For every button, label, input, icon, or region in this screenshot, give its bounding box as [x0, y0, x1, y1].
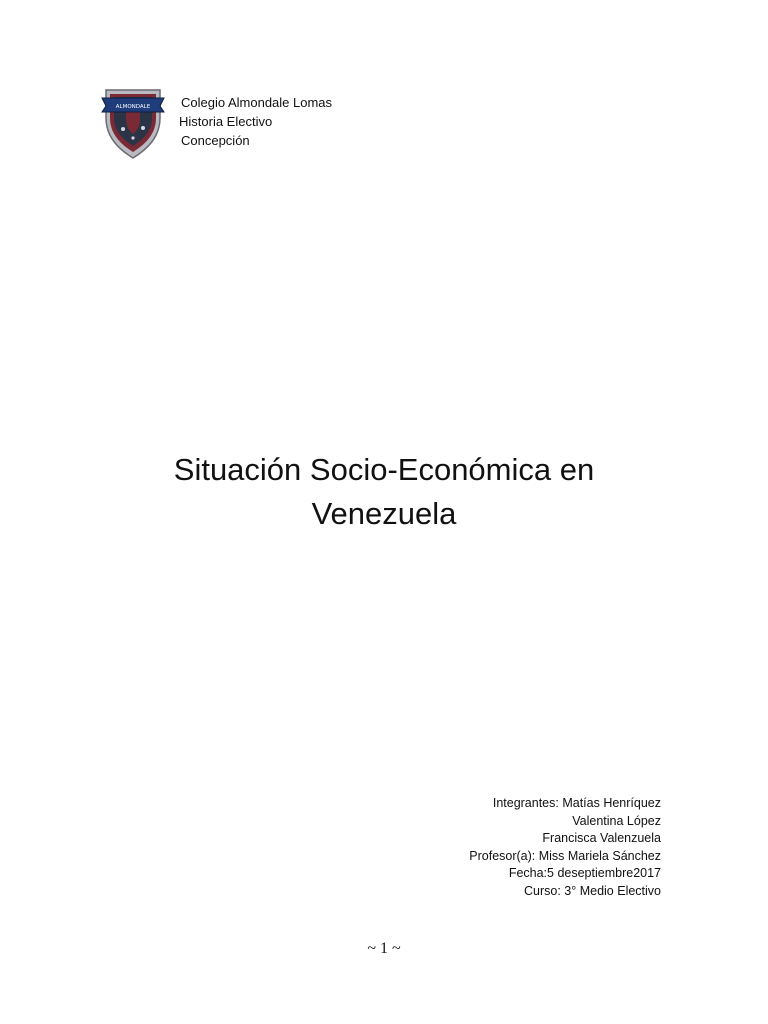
- member-3: Francisca Valenzuela: [542, 831, 661, 845]
- city-name: Concepción: [181, 133, 250, 148]
- teacher-line: Profesor(a): Miss Mariela Sánchez: [469, 848, 661, 863]
- document-title: [0, 448, 768, 536]
- crest-banner-text: ALMONDALE: [115, 104, 151, 110]
- title-line-1: Situación Socio-Económica en: [173, 452, 595, 487]
- author-info: [469, 795, 661, 900]
- page-number: ~ 1 ~: [367, 940, 401, 957]
- school-header: [179, 93, 332, 150]
- date-line: Fecha:5 deseptiembre2017: [508, 866, 661, 880]
- title-line-2: Venezuela: [311, 496, 457, 531]
- school-name: Colegio Almondale Lomas: [181, 95, 333, 110]
- course-line: Curso: 3° Medio Electivo: [524, 883, 661, 898]
- subject-name: Historia Electivo: [179, 114, 273, 129]
- member-2: Valentina López: [572, 813, 661, 828]
- members-line: Integrantes: Matías Henríquez: [492, 796, 661, 810]
- school-crest-logo: [100, 84, 166, 160]
